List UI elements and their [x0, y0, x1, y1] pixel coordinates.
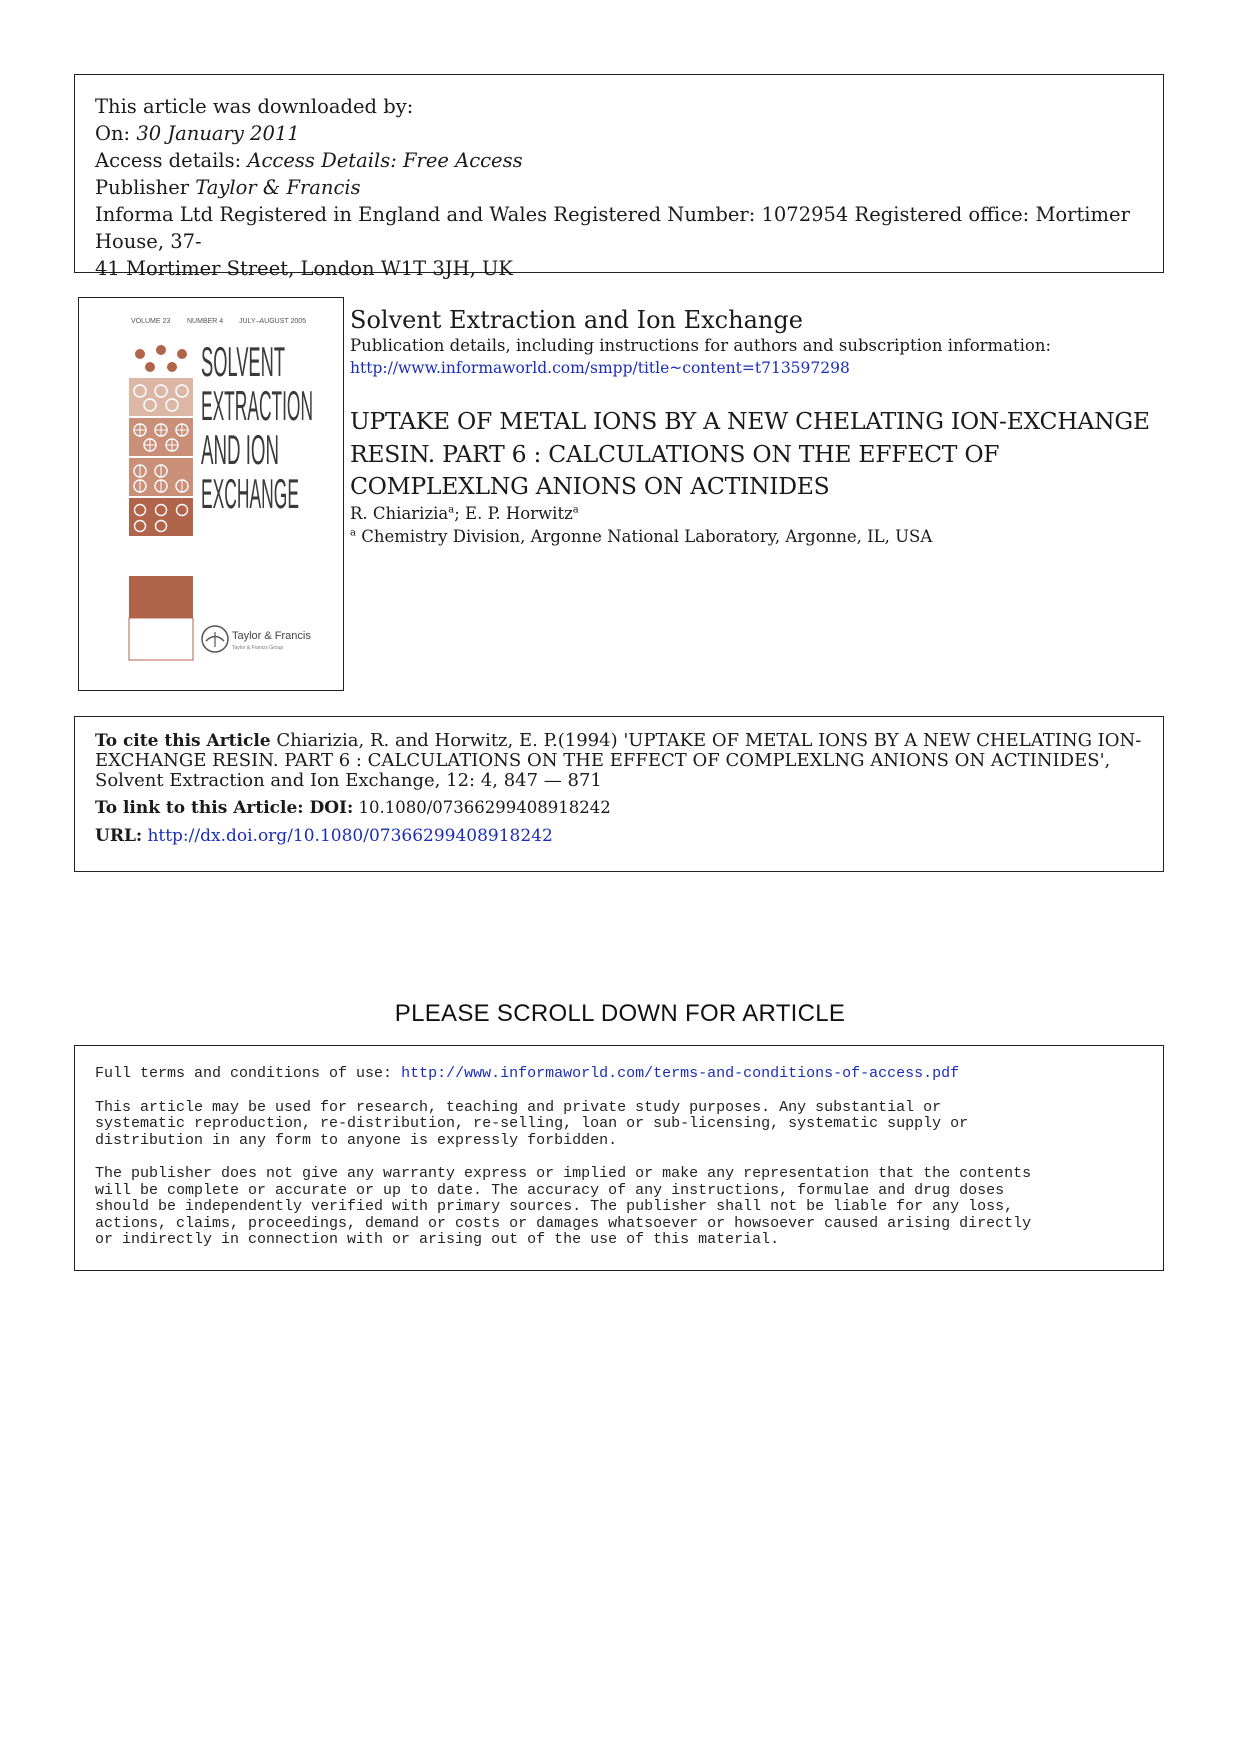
access-value: Access Details: Free Access: [247, 149, 523, 172]
terms-box: [74, 1045, 1164, 1271]
cite-label: To cite this Article: [95, 731, 271, 751]
on-value: 30 January 2011: [136, 122, 300, 145]
journal-cover-art: [79, 298, 342, 689]
affiliation: [350, 525, 1150, 549]
url-row: [95, 825, 1143, 847]
cover-title: [201, 338, 313, 517]
author-2: E. P. Horwitz: [465, 503, 573, 523]
cover-volume: VOLUME 23: [131, 318, 171, 325]
registration-line-2: 41 Mortimer Street, London W1T 3JH, UK: [95, 257, 514, 280]
download-info-box: [74, 74, 1164, 280]
url-label: URL:: [95, 826, 143, 846]
doi-row: [95, 797, 1143, 819]
author-1: R. Chiarizia: [350, 503, 449, 523]
authors: [350, 503, 1150, 525]
download-date-line: [95, 120, 1143, 147]
terms-url-link[interactable]: http://www.informaworld.com/terms-and-conditions-of-access.pdf: [401, 1065, 960, 1082]
scroll-down-notice: PLEASE SCROLL DOWN FOR ARTICLE: [394, 1000, 846, 1027]
terms-label: Full terms and conditions of use:: [95, 1065, 402, 1082]
on-label: On:: [95, 122, 137, 145]
affiliation-text: Chemistry Division, Argonne National Laboratory, Argonne, IL, USA: [361, 526, 933, 546]
publisher-label: Publisher: [95, 176, 196, 199]
publisher-value: Taylor & Francis: [195, 176, 361, 199]
publisher-line: [95, 174, 1143, 201]
cover-panel-5: [129, 498, 193, 536]
cover-title-line-1: SOLVENT: [201, 338, 285, 385]
registration-line-1: Informa Ltd Registered in England and Wales Registered Number: 1072954 Registered office: Mortimer House, 37-: [95, 203, 1130, 253]
journal-cover: [78, 297, 344, 691]
citation-text-1: Chiarizia, R. and Horwitz, E. P.(1994) 'UPTAKE OF METAL IONS BY A NEW CHELATING ION-: [270, 730, 1142, 751]
citation-line-1: [95, 731, 1143, 751]
article-title: UPTAKE OF METAL IONS BY A NEW CHELATING ION-EXCHANGE RESIN. PART 6 : CALCULATIONS ON THE EFFECT OF COMPLEXLNG ANIONS ON ACTINIDES: [350, 407, 1150, 500]
download-line: This article was downloaded by:: [95, 95, 414, 118]
author-2-affiliation-mark: a: [572, 504, 579, 515]
publication-details: Publication details, including instructions for authors and subscription information:: [350, 336, 1052, 355]
author-1-affiliation-mark: a: [448, 504, 455, 515]
terms-line: [95, 1066, 1143, 1083]
cover-title-line-3: AND ION: [201, 426, 279, 473]
cover-title-line-4: EXCHANGE: [201, 470, 299, 517]
terms-paragraph-1: This article may be used for research, teaching and private study purposes. Any substantial or systematic reproduction, re-distribution, re-selling, loan or sub-licensing, systematic supply or distribution in any form to anyone is expressly forbidden.: [95, 1098, 969, 1149]
cover-bottom-white: [129, 618, 193, 660]
doi-url-link[interactable]: http://dx.doi.org/10.1080/07366299408918242: [147, 826, 553, 846]
cover-publisher-sub: Taylor & Francis Group: [232, 645, 284, 651]
cover-title-line-2: EXTRACTION: [201, 382, 313, 429]
cover-number: NUMBER 4: [187, 318, 224, 325]
citation-box: [74, 716, 1164, 872]
citation-line-2: EXCHANGE RESIN. PART 6 : CALCULATIONS ON THE EFFECT OF COMPLEXLNG ANIONS ON ACTINIDES',: [95, 750, 1111, 771]
citation-line-3: Solvent Extraction and Ion Exchange, 12: 4, 847 — 871: [95, 770, 602, 791]
doi-value: 10.1080/07366299408918242: [353, 798, 611, 817]
access-label: Access details:: [95, 149, 248, 172]
journal-info: [350, 305, 1150, 549]
author-separator: ;: [454, 503, 466, 523]
affiliation-mark: a: [350, 527, 356, 538]
journal-title: Solvent Extraction and Ion Exchange: [350, 306, 803, 334]
cover-bottom-brown: [129, 576, 193, 618]
terms-paragraph-2: The publisher does not give any warranty express or implied or make any representation that the contents will be complete or accurate or up to date. The accuracy of any instructions, formulae and drug doses should be independently verified with primary sources. The publisher shall not be liable for any loss, actions, claims, proceedings, demand or costs or damages whatsoever or howsoever caused arising directly or indirectly in connection with or arising out of the use of this material.: [95, 1165, 1032, 1248]
cover-date: JULY–AUGUST 2005: [239, 318, 307, 325]
doi-label: To link to this Article: DOI:: [95, 798, 354, 818]
cover-publisher: Taylor & Francis: [232, 630, 311, 642]
access-details-line: [95, 147, 1143, 174]
journal-url-link[interactable]: http://www.informaworld.com/smpp/title~content=t713597298: [350, 359, 850, 377]
